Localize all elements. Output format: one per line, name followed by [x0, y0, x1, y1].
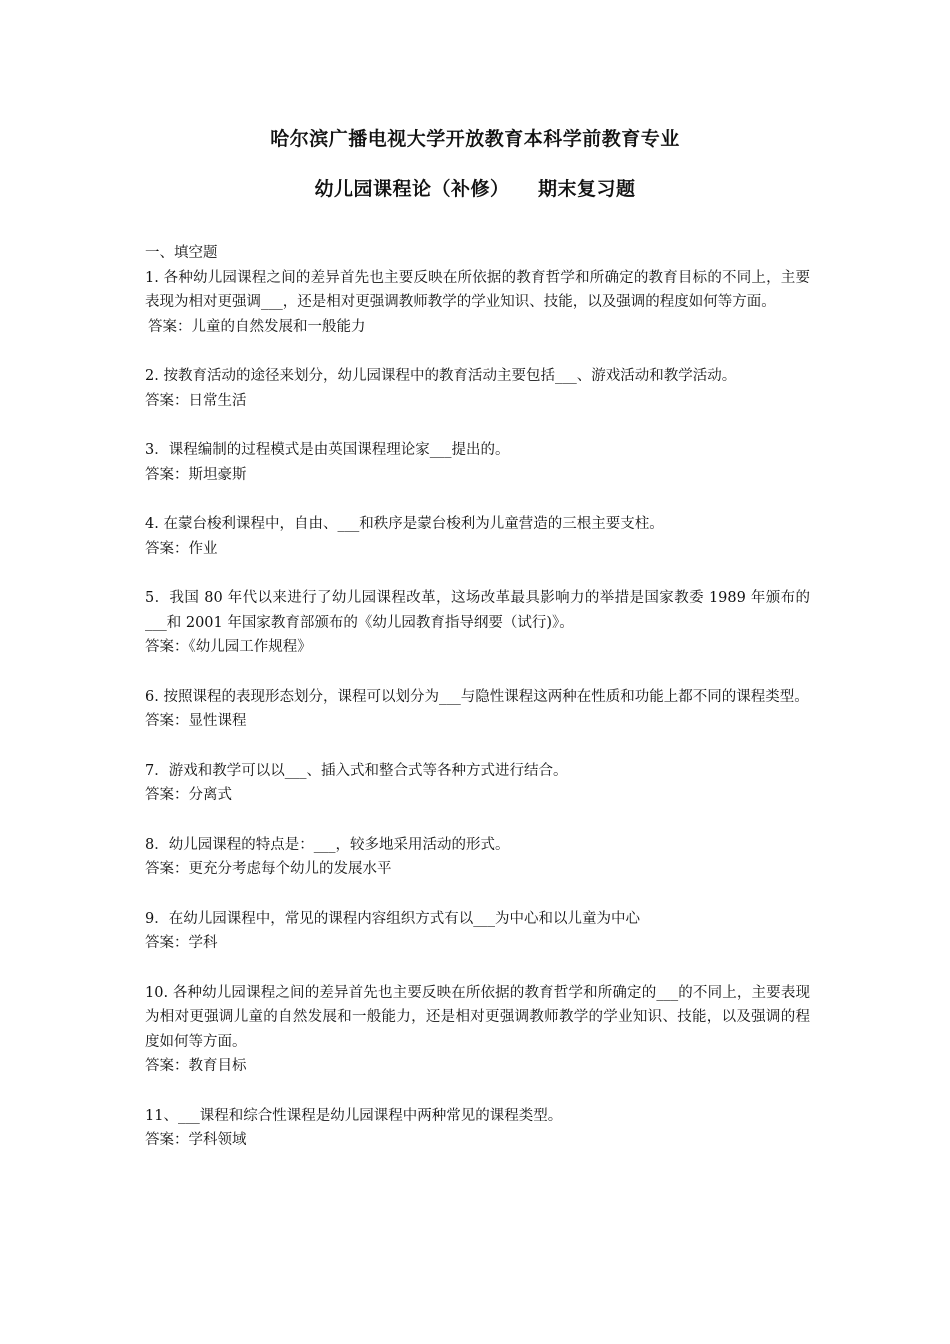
- answer-text: 答案：学科领域: [145, 1132, 247, 1148]
- question-item-2: [145, 364, 810, 413]
- answer-text: 答案：作业: [145, 540, 218, 557]
- question-text: 11、___课程和综合性课程是幼儿园课程中两种常见的课程类型。: [145, 1107, 563, 1124]
- question-text: 2. 按教育活动的途径来划分，幼儿园课程中的教育活动主要包括___、游戏活动和教学活动。: [145, 368, 737, 384]
- answer-text: 答案：教育目标: [145, 1058, 247, 1074]
- document-body: [145, 241, 810, 1178]
- question-text: 8．幼儿园课程的特点是：___，较多地采用活动的形式。: [145, 836, 510, 853]
- question-text: 4. 在蒙台梭利课程中，自由、___和秩序是蒙台梭利为儿童营造的三根主要支柱。: [145, 516, 664, 532]
- question-item-3: [145, 438, 810, 487]
- question-item-9: [145, 907, 810, 956]
- answer-text: 答案：显性课程: [145, 713, 247, 729]
- question-item-1: [145, 266, 810, 340]
- answer-text: 答案：学科: [145, 935, 218, 951]
- question-text: 7．游戏和教学可以以___、插入式和整合式等各种方式进行结合。: [145, 762, 568, 779]
- question-item-5: [145, 586, 810, 660]
- answer-text: 答案：更充分考虑每个幼儿的发展水平: [145, 861, 392, 877]
- question-text: 3．课程编制的过程模式是由英国课程理论家___提出的。: [145, 442, 510, 458]
- question-item-10: [145, 981, 810, 1079]
- question-item-4: [145, 512, 810, 561]
- question-text: 6. 按照课程的表现形态划分，课程可以划分为___与隐性课程这两种在性质和功能上都不同的课程类型。: [145, 688, 809, 705]
- answer-text: 答案：日常生活: [145, 392, 247, 409]
- question-text: 1. 各种幼儿园课程之间的差异首先也主要反映在所依据的教育哲学和所确定的教育目标的不同上，主要表现为相对更强调___，还是相对更强调教师教学的学业知识、技能，以及强调的程度如何等方面。: [145, 269, 810, 310]
- section-heading: 一、填空题: [145, 245, 218, 261]
- answer-text: 答案：儿童的自然发展和一般能力: [148, 318, 366, 335]
- document-title: 哈尔滨广播电视大学开放教育本科学前教育专业: [270, 128, 680, 150]
- answer-text: 答案：分离式: [145, 787, 232, 803]
- answer-text: 答案：斯坦豪斯: [145, 466, 247, 483]
- question-text: 5．我国 80 年代以来进行了幼儿园课程改革，这场改革最具影响力的举措是国家教委 1989 年颁布的___和 2001 年国家教育部颁布的《幼儿园教育指导纲要（试行)》。: [145, 590, 810, 631]
- question-item-8: [145, 833, 810, 882]
- answer-text: 答案：《幼儿园工作规程》: [145, 639, 312, 655]
- document-subtitle: 幼儿园课程论（补修） 期末复习题: [314, 178, 636, 200]
- question-text: 9．在幼儿园课程中，常见的课程内容组织方式有以___为中心和以儿童为中心: [145, 910, 640, 927]
- question-item-11: [145, 1104, 810, 1153]
- question-item-6: [145, 685, 810, 734]
- question-text: 10. 各种幼儿园课程之间的差异首先也主要反映在所依据的教育哲学和所确定的___的不同上，主要表现为相对更强调儿童的自然发展和一般能力，还是相对更强调教师教学的学业知识、技能，以及强调的程度如何等方面。: [145, 984, 810, 1050]
- question-item-7: [145, 759, 810, 808]
